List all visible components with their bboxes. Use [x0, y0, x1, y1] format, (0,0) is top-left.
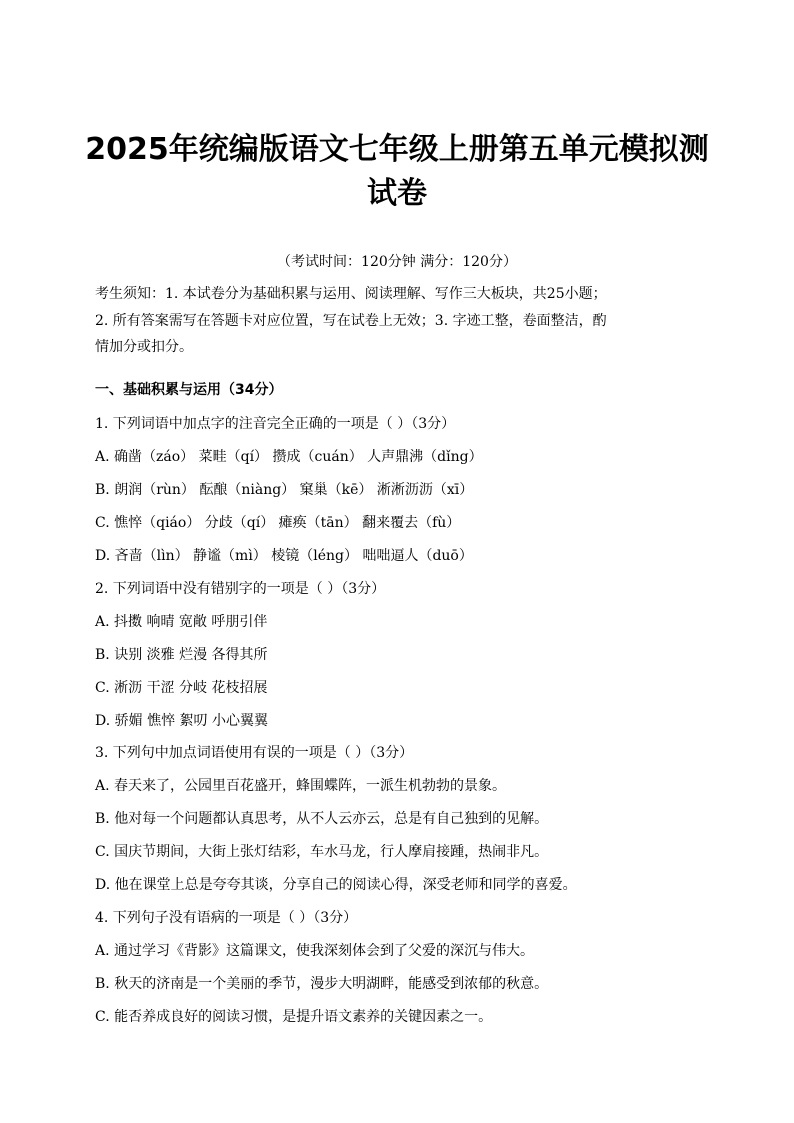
question-2-option-b: B. 诀别 淡雅 烂漫 各得其所 [95, 647, 268, 663]
notice-line-1: 考生须知：1. 本试卷分为基础积累与运用、阅读理解、写作三大板块，共25小题； [95, 286, 607, 302]
question-3-option-b: B. 他对每一个问题都认真思考，从不人云亦云，总是有自己独到的见解。 [95, 811, 549, 827]
question-2-option-d: D. 骄媚 憔悴 絮叨 小心翼翼 [95, 713, 268, 729]
question-3-option-a: A. 春天来了，公园里百花盛开，蜂围蝶阵，一派生机勃勃的景象。 [95, 778, 507, 794]
exam-title-line-2: 试卷 [367, 176, 427, 211]
exam-title-line-1: 2025年统编版语文七年级上册第五单元模拟测 [85, 132, 709, 167]
question-2-stem: 2. 下列词语中没有错别字的一项是（ ）（3分） [95, 581, 386, 597]
question-3-option-d: D. 他在课堂上总是夸夸其谈，分享自己的阅读心得，深受老师和同学的喜爱。 [95, 877, 577, 893]
notice-line-2: 2. 所有答案需写在答题卡对应位置，写在试卷上无效；3. 字迹工整，卷面整洁，酌 [95, 313, 607, 329]
question-3-option-c: C. 国庆节期间，大街上张灯结彩，车水马龙，行人摩肩接踵，热闹非凡。 [95, 844, 549, 860]
section-1-heading: 一、基础积累与运用（34分） [95, 382, 283, 398]
question-2-option-a: A. 抖擞 响晴 宽敞 呼朋引伴 [95, 614, 268, 630]
question-1-option-d: D. 吝啬（lìn） 静谧（mì） 棱镜（léng） 咄咄逼人（duō） [95, 548, 473, 564]
question-1-option-a: A. 确凿（záo） 菜畦（qí） 攒成（cuán） 人声鼎沸（dǐng） [95, 449, 483, 465]
question-4-stem: 4. 下列句子没有语病的一项是（ ）（3分） [95, 910, 358, 926]
question-1-option-c: C. 憔悴（qiáo） 分歧（qí） 瘫痪（tān） 翻来覆去（fù） [95, 515, 461, 531]
question-3-stem: 3. 下列句中加点词语使用有误的一项是（ ）（3分） [95, 745, 414, 761]
notice-line-3: 情加分或扣分。 [95, 339, 193, 355]
question-4-option-a: A. 通过学习《背影》这篇课文，使我深刻体会到了父爱的深沉与伟大。 [95, 943, 535, 959]
exam-time-and-score: （考试时间：120分钟 满分：120分） [277, 254, 517, 270]
question-4-option-b: B. 秋天的济南是一个美丽的季节，漫步大明湖畔，能感受到浓郁的秋意。 [95, 976, 549, 992]
question-1-option-b: B. 朗润（rùn） 酝酿（niàng） 窠巢（kē） 淅淅沥沥（xī） [95, 482, 474, 498]
question-1-stem: 1. 下列词语中加点字的注音完全正确的一项是（ ）（3分） [95, 416, 456, 432]
question-4-option-c: C. 能否养成良好的阅读习惯，是提升语文素养的关键因素之一。 [95, 1009, 493, 1025]
question-2-option-c: C. 淅沥 干涩 分岐 花枝招展 [95, 680, 268, 696]
